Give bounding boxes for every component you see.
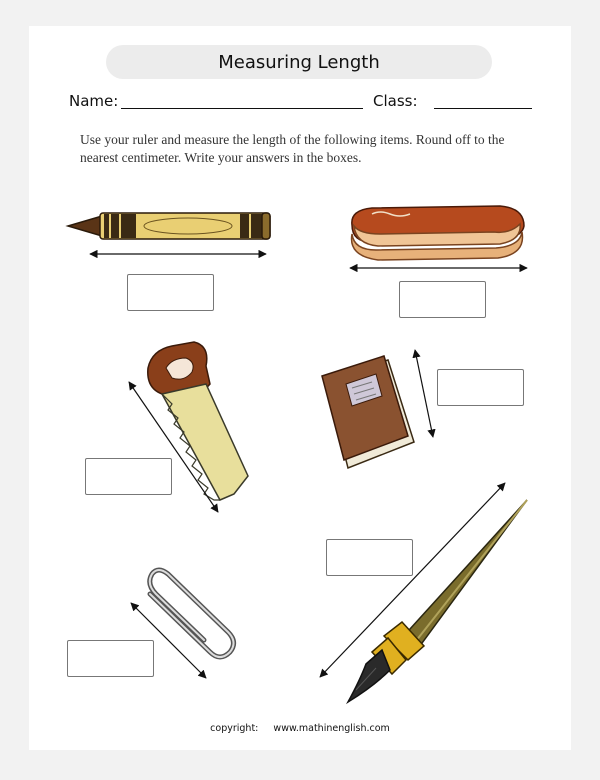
answer-box-book[interactable] <box>437 369 524 406</box>
copyright-label: copyright: <box>210 723 259 734</box>
hotdog-illustration <box>352 206 524 260</box>
answer-box-saw[interactable] <box>85 458 172 495</box>
class-label: Class: <box>373 92 418 110</box>
instructions: Use your ruler and measure the length of the following items. Round off to the nearest centimeter. Write your answers in the boxes. <box>80 132 505 165</box>
crayon-illustration <box>68 213 270 239</box>
answer-box-paintbrush[interactable] <box>326 539 413 576</box>
book-illustration <box>322 356 414 468</box>
paintbrush-illustration <box>348 500 527 702</box>
name-label: Name: <box>69 92 119 110</box>
answer-box-hotdog[interactable] <box>399 281 486 318</box>
website-link[interactable]: www.mathinenglish.com <box>273 723 390 734</box>
footer <box>0 723 600 734</box>
answer-box-paperclip[interactable] <box>67 640 154 677</box>
book-measure-arrow <box>415 350 433 437</box>
paperclip-illustration <box>150 570 234 657</box>
title-text: Measuring Length <box>218 51 380 73</box>
answer-box-crayon[interactable] <box>127 274 214 311</box>
